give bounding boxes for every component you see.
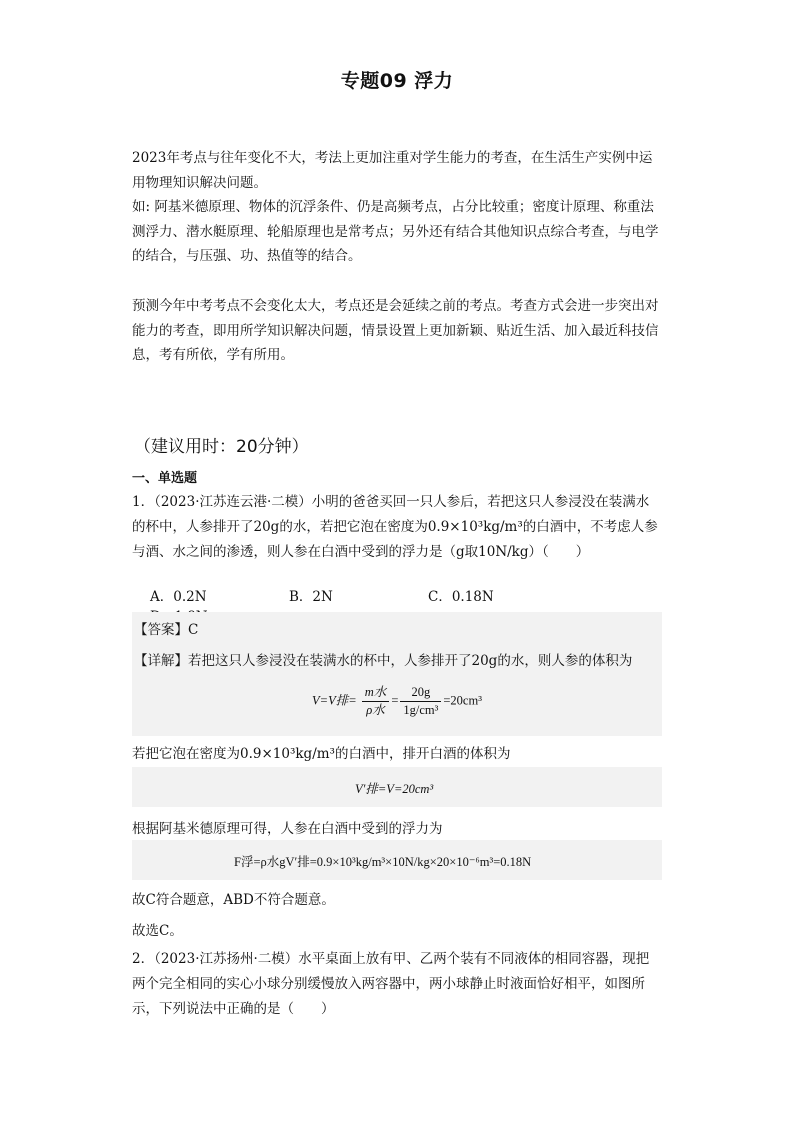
question-1-text: 1．（2023·江苏连云港·二模）小明的爸爸买回一只人参后，若把这只人参浸没在装满水的杯中，人参排开了20g的水，若把它泡在密度为0.9×10³kg/m³的白酒中，不考虑人参与酒、水之间的渗透，则人参在白酒中受到的浮力是（g取10N/kg）（ ） bbox=[132, 494, 658, 560]
section-heading: 一、单选题 bbox=[132, 471, 198, 486]
fraction-denominator: ρ水 bbox=[366, 703, 385, 717]
intro-paragraph-3: 预测今年中考考点不会变化太大，考点还是会延续之前的考点。考查方式会进一步突出对能力的考查，即用所学知识解决问题，情景设置上更加新颖、贴近生活、加入最近科技信息，考有所依，学有所用。 bbox=[132, 298, 659, 363]
fraction-mass-density bbox=[362, 684, 390, 719]
formula-volume-rhs: =20cm³ bbox=[443, 693, 482, 708]
solution-line-5: 故选C。 bbox=[132, 923, 183, 939]
formula-buoyancy: F浮=ρ水gV′排=0.9×10³kg/m³×10N/kg×20×10⁻⁶m³=0.18N bbox=[234, 855, 532, 869]
fraction-denominator-value: 1g/cm³ bbox=[403, 703, 439, 717]
fraction-numerator: m水 bbox=[362, 684, 390, 702]
option-c: C．0.18N bbox=[428, 589, 494, 605]
option-b: B．2N bbox=[289, 589, 333, 605]
solution-line-2: 若把它泡在密度为0.9×10³kg/m³的白酒中，排开白酒的体积为 bbox=[132, 746, 511, 762]
question-2-text: 2．（2023·江苏扬州·二模）水平桌面上放有甲、乙两个装有不同液体的相同容器，现把两个完全相同的实心小球分别缓慢放入两容器中，两小球静止时液面恰好相平，如图所示，下列说法中正确的是（ ） bbox=[132, 951, 650, 1017]
solution-line-3: 根据阿基米德原理可得，人参在白酒中受到的浮力为 bbox=[132, 821, 443, 837]
formula-volume-lhs: V=V排= bbox=[312, 693, 357, 708]
intro-paragraph-2: 如: 阿基米德原理、物体的沉浮条件、仍是高频考点，占分比较重；密度计原理、称重法测浮力、潜水艇原理、轮船原理也是常考点；另外还有结合其他知识点综合考查，与电学的结合，与压强、功、热值等的结合。 bbox=[132, 199, 659, 264]
page-title: 专题09 浮力 bbox=[340, 70, 454, 92]
time-hint: （建议用时：20分钟） bbox=[134, 437, 309, 457]
solution-line-4: 故C符合题意，ABD不符合题意。 bbox=[132, 892, 335, 908]
formula-displaced-volume: V′排=V=20cm³ bbox=[355, 782, 434, 796]
option-a: A．0.2N bbox=[150, 589, 207, 605]
answer-label: 【答案】C bbox=[134, 622, 199, 638]
fraction-numerator-value: 20g bbox=[400, 684, 441, 702]
detail-text: 【详解】若把这只人参浸没在装满水的杯中，人参排开了20g的水，则人参的体积为 bbox=[134, 653, 633, 669]
fraction-values bbox=[400, 684, 441, 719]
formula-volume: V=V排= $\frac{\text{m水}}{\text{ρ水}}$ = $\frac{20g}{\text{1g/cm³}}$ =20cm³ bbox=[312, 685, 482, 717]
intro-paragraph-1: 2023年考点与往年变化不大，考法上更加注重对学生能力的考查，在生活生产实例中运用物理知识解决问题。 bbox=[132, 150, 653, 191]
